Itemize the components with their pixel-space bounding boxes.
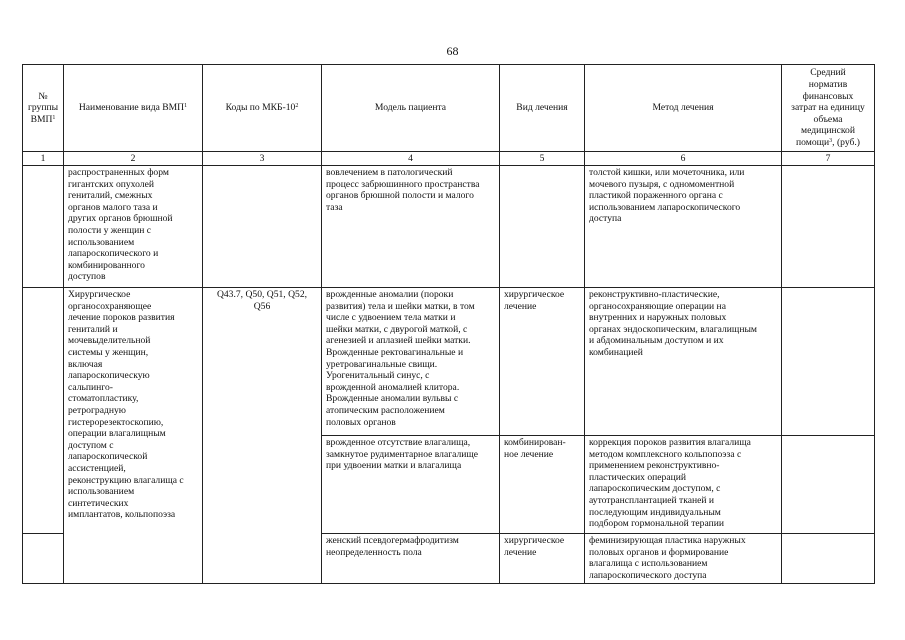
codes-cell: Q43.7, Q50, Q51, Q52, Q56 [203, 288, 322, 584]
header-name: Наименование вида ВМП$^1$ [64, 65, 203, 152]
header-group-no: № группы ВМП$^1$ [23, 65, 64, 152]
header-treatment-type: Вид лечения [500, 65, 585, 152]
method-cell: коррекция пороков развития влагалища методом комплексного кольпопоэза с применением реконструктивно- пластических операций лапароскопическим доступом, с аутотрансплантацией тканей и последующим индивидуальным подбором гормональной терапии [585, 436, 782, 534]
treatment-type-cell: хирургическое лечение [500, 288, 585, 436]
method-cell: реконструктивно-пластические, органосохраняющие операции на внутренних и наружных половых органах эндоскопическим, влагалищным и абдоминальным доступом и их комбинацией [585, 288, 782, 436]
group-cell [23, 288, 64, 436]
column-number: 3 [203, 152, 322, 166]
header-model: Модель пациента [322, 65, 500, 152]
column-number: 5 [500, 152, 585, 166]
codes-cell [203, 166, 322, 288]
column-number: 4 [322, 152, 500, 166]
cost-cell [782, 166, 875, 288]
treatment-type-cell: хирургическое лечение [500, 534, 585, 584]
header-row [23, 65, 875, 152]
table-row [23, 288, 875, 436]
column-number: 1 [23, 152, 64, 166]
group-cell [23, 436, 64, 534]
patient-model-cell: женский псевдогермафродитизм неопределенность пола [322, 534, 500, 584]
method-cell: толстой кишки, или мочеточника, или мочевого пузыря, с одномоментной пластикой пораженного органа с использованием лапароскопического доступа [585, 166, 782, 288]
group-cell [23, 534, 64, 584]
treatment-type-cell: комбинирован- ное лечение [500, 436, 585, 534]
header-cost: Средний норматив финансовых затрат на единицу объема медицинской помощи$^3$, (руб.) [782, 65, 875, 152]
header-codes: Коды по МКБ-$10^2$ [203, 65, 322, 152]
table-row [23, 166, 875, 288]
method-cell: феминизирующая пластика наружных половых органов и формирование влагалища с использованием лапароскопического доступа [585, 534, 782, 584]
vmp-table [22, 64, 875, 584]
cost-cell [782, 288, 875, 436]
cost-cell [782, 534, 875, 584]
header-method: Метод лечения [585, 65, 782, 152]
group-cell [23, 166, 64, 288]
cost-cell [782, 436, 875, 534]
page-number: 68 [446, 44, 459, 58]
vmp-name-cell: распространенных форм гигантских опухолей гениталий, смежных органов малого таза и других органов брюшной полости у женщин с использованием лапароскопического и комбинированного доступов [64, 166, 203, 288]
patient-model-cell: врожденные аномалии (пороки развития) тела и шейки матки, в том числе с удвоением тела матки и шейки матки, с двурогой маткой, с агенезией и аплазией шейки матки. Врожденные ректовагинальные и уретровагинальные свищи. Урогенитальный синус, с врожденной аномалией клитора. Врожденные аномалии вульвы с атопическим расположением половых органов [322, 288, 500, 436]
vmp-name-cell: Хирургическое органосохраняющее лечение пороков развития гениталий и мочевыделительной системы у женщин, включая лапароскопическую сальпинго- стоматопластику, ретроградную гистерорезектоскопию, операции влагалищным доступом с лапароскопической ассистенцией, реконструкцию влагалища с использованием синтетических имплантатов, кольпопоэза [64, 288, 203, 584]
patient-model-cell: врожденное отсутствие влагалища, замкнутое рудиментарное влагалище при удвоении матки и влагалища [322, 436, 500, 534]
treatment-type-cell [500, 166, 585, 288]
column-number: 7 [782, 152, 875, 166]
column-number: 6 [585, 152, 782, 166]
column-number-row [23, 152, 875, 166]
column-number: 2 [64, 152, 203, 166]
patient-model-cell: вовлечением в патологический процесс забрюшинного пространства органов брюшной полости и малого таза [322, 166, 500, 288]
